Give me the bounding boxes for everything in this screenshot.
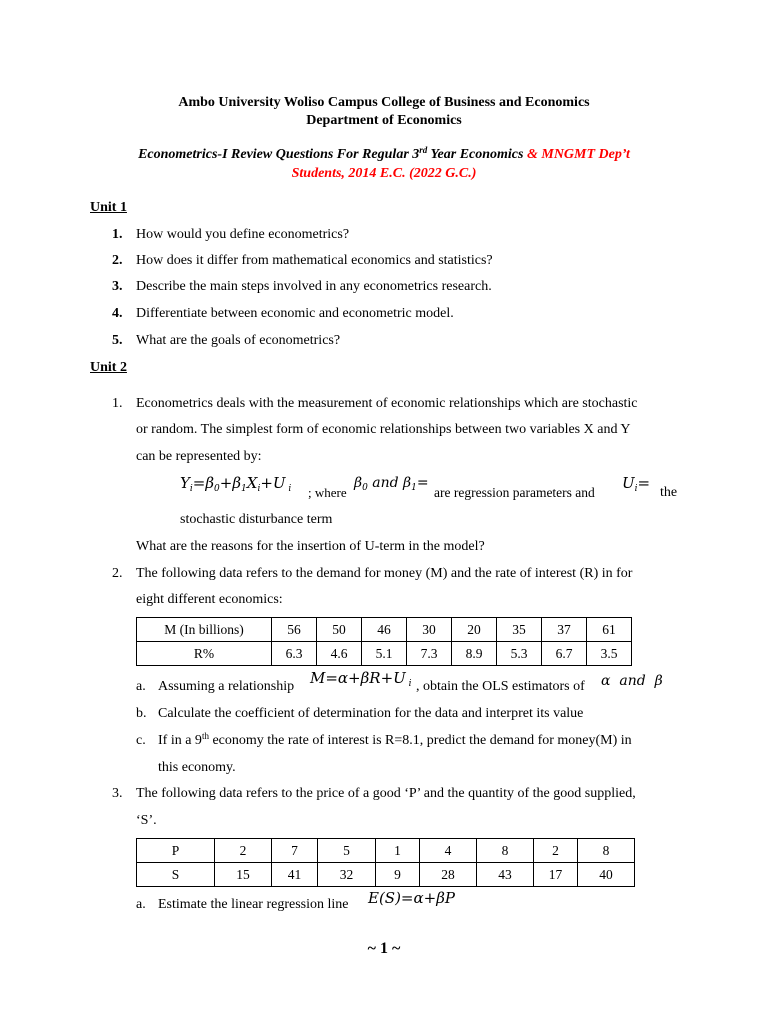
table-cell: 4: [420, 839, 477, 863]
table-row: [137, 863, 635, 887]
table-cell: 2: [534, 839, 578, 863]
table-cell: 6.7: [542, 642, 587, 666]
unit2-heading: Unit 2: [90, 360, 127, 375]
course-title-text: Econometrics-I Review Questions For Regular 3: [138, 147, 420, 162]
table-cell: 5.3: [497, 642, 542, 666]
unit1-q5-text: What are the goals of econometrics?: [136, 333, 341, 348]
unit1-q2-number: 2.: [112, 253, 123, 268]
u-term: $U_i=$: [622, 474, 651, 494]
unit2-q1-question: What are the reasons for the insertion of U-term in the model?: [136, 539, 485, 554]
q2c-text3: this economy.: [158, 760, 236, 775]
q2c-sup: th: [201, 731, 209, 741]
unit2-q3-number: 3.: [112, 786, 123, 801]
course-title-sup: rd: [419, 145, 428, 155]
table-cell: 9: [376, 863, 420, 887]
table-cell: 43: [477, 863, 534, 887]
unit2-q1-line1: Econometrics deals with the measurement of economic relationships which are stochastic: [136, 396, 638, 411]
table-cell-label: M (In billions): [137, 618, 272, 642]
table-cell: 8: [477, 839, 534, 863]
table-cell: 41: [272, 863, 318, 887]
unit1-heading: Unit 1: [90, 200, 127, 215]
unit2-q2-line1: The following data refers to the demand for money (M) and the rate of interest (R) in for: [136, 566, 633, 581]
q2b-text: Calculate the coefficient of determination for the data and interpret its value: [158, 706, 584, 721]
alpha-beta: α and β: [601, 673, 663, 689]
table-cell: 50: [317, 618, 362, 642]
the-text: the: [660, 485, 678, 500]
table-row: [137, 642, 632, 666]
regression-equation: $Y_i=\beta_0+\beta_1X_i+U$ $_i$: [180, 474, 292, 494]
unit1-q3-text: Describe the main steps involved in any econometrics research.: [136, 279, 492, 294]
unit2-q1-number: 1.: [112, 396, 123, 411]
money-interest-table: [136, 617, 632, 666]
table-cell: 7: [272, 839, 318, 863]
table-cell: 5.1: [362, 642, 407, 666]
q2c-text-part1: If in a 9: [158, 733, 202, 748]
table-cell: 35: [497, 618, 542, 642]
money-equation: M=α+βR+U $_i$: [310, 669, 412, 689]
unit1-q4-text: Differentiate between economic and econometric model.: [136, 306, 454, 321]
table-row: [137, 618, 632, 642]
table-cell: 5: [318, 839, 376, 863]
supply-equation: E(S)=α+βP: [368, 889, 455, 907]
table-cell: 17: [534, 863, 578, 887]
table-cell: 4.6: [317, 642, 362, 666]
q2a-text1: Assuming a relationship: [158, 679, 295, 694]
table-cell: 37: [542, 618, 587, 642]
course-title-line2: Students, 2014 E.C. (2022 G.C.): [291, 166, 477, 181]
q2c-text-part2: economy the rate of interest is R=8.1, predict the demand for money(M) in: [208, 733, 632, 748]
unit2-q3-line1: The following data refers to the price of a good ‘P’ and the quantity of the good supplied,: [136, 786, 636, 801]
where-text: ; where: [308, 485, 347, 500]
page-number: ~ 1 ~: [367, 940, 401, 957]
table-cell-label: R%: [137, 642, 272, 666]
unit1-q2-text: How does it differ from mathematical economics and statistics?: [136, 253, 493, 268]
unit2-q1-line2: or random. The simplest form of economic relationships between two variables X and Y: [136, 422, 631, 437]
q2b-label: b.: [136, 706, 147, 721]
table-cell: 30: [407, 618, 452, 642]
table-row: [137, 839, 635, 863]
unit1-q3-number: 3.: [112, 279, 123, 294]
table-cell: 3.5: [587, 642, 632, 666]
table-cell: 32: [318, 863, 376, 887]
course-title-text-end: Year Economics: [427, 147, 527, 162]
course-title-red: & MNGMT Dep’t: [526, 147, 630, 162]
unit2-q1-line3: can be represented by:: [136, 449, 262, 464]
unit1-q1-number: 1.: [112, 227, 123, 242]
unit1-q1-text: How would you define econometrics?: [136, 227, 350, 242]
table-cell: 7.3: [407, 642, 452, 666]
table-cell: 46: [362, 618, 407, 642]
table-cell: 56: [272, 618, 317, 642]
q3a-text: Estimate the linear regression line: [158, 897, 349, 912]
q2a-label: a.: [136, 679, 146, 694]
unit2-q2-number: 2.: [112, 566, 123, 581]
unit2-q2-line2: eight different economics:: [136, 592, 283, 607]
table-cell: 2: [215, 839, 272, 863]
table-cell: 28: [420, 863, 477, 887]
q3a-label: a.: [136, 897, 146, 912]
table-cell: 20: [452, 618, 497, 642]
unit2-q1-line5: stochastic disturbance term: [180, 512, 333, 527]
university-heading: Ambo University Woliso Campus College of Business and Economics: [178, 95, 590, 110]
price-supply-table: [136, 838, 635, 887]
q2a-text2: , obtain the OLS estimators of: [416, 679, 585, 694]
course-title: [0, 147, 768, 163]
table-cell: 8: [578, 839, 635, 863]
are-params-text: are regression parameters and: [434, 485, 595, 500]
department-heading: Department of Economics: [306, 113, 462, 128]
unit1-q4-number: 4.: [112, 306, 123, 321]
table-cell: 40: [578, 863, 635, 887]
q2c-label: c.: [136, 733, 146, 748]
unit1-q5-number: 5.: [112, 333, 123, 348]
table-cell-label: P: [137, 839, 215, 863]
beta-parameters: $\beta_0$ and $\beta_1=$: [354, 475, 429, 493]
table-cell: 8.9: [452, 642, 497, 666]
table-cell: 61: [587, 618, 632, 642]
table-cell: 15: [215, 863, 272, 887]
q2c-text: [158, 733, 632, 749]
table-cell: 1: [376, 839, 420, 863]
table-cell: 6.3: [272, 642, 317, 666]
unit2-q3-line2: ‘S’.: [136, 813, 157, 828]
table-cell-label: S: [137, 863, 215, 887]
